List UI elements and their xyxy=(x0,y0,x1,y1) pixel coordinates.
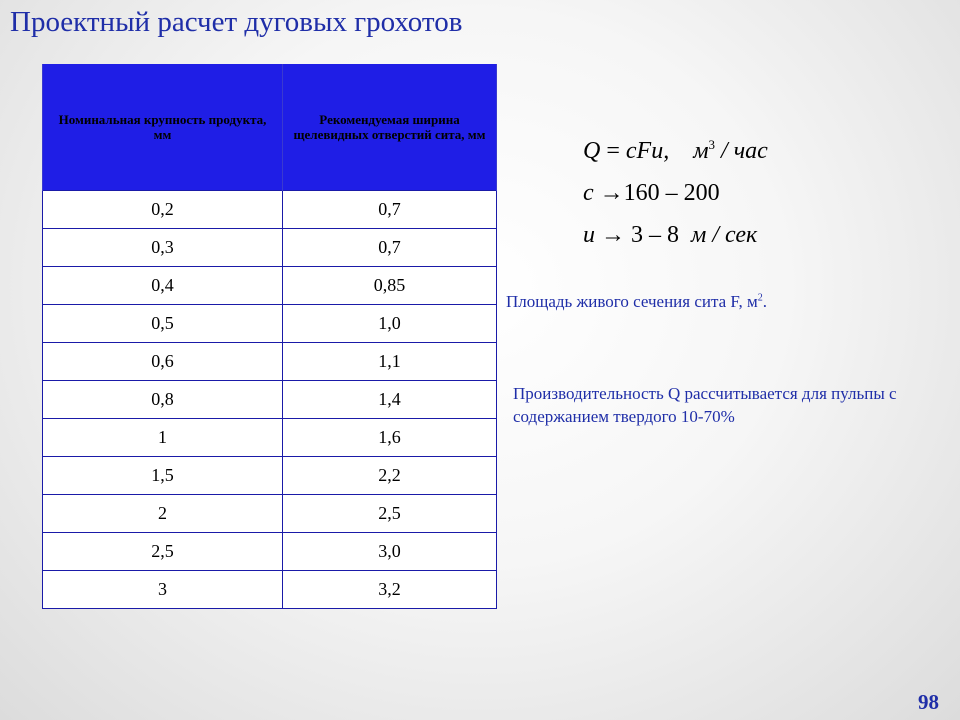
table-row xyxy=(43,191,497,229)
arrow-right-icon: → xyxy=(601,222,625,248)
cell-nominal-size: 1,5 xyxy=(43,457,283,495)
cell-slot-width: 1,6 xyxy=(283,419,497,457)
header-slot-width: Рекомендуемая ширина щелевидных отверстий сита, мм xyxy=(283,64,497,191)
cell-nominal-size: 2,5 xyxy=(43,533,283,571)
cell-slot-width: 1,4 xyxy=(283,381,497,419)
note-productivity: Производительность Q рассчитывается для пульпы с содержанием твердого 10-70% xyxy=(513,384,897,426)
formula-c-range xyxy=(583,172,768,214)
cell-nominal-size: 0,8 xyxy=(43,381,283,419)
table-row xyxy=(43,495,497,533)
formula-c-value: 160 – 200 xyxy=(623,180,720,206)
formula-u-range xyxy=(583,214,768,256)
formula-c-symbol: c xyxy=(583,180,594,206)
page-number: 98 xyxy=(918,690,939,714)
cell-slot-width: 1,1 xyxy=(283,343,497,381)
cell-slot-width: 2,5 xyxy=(283,495,497,533)
formula-u-symbol: u xyxy=(583,222,595,248)
table-row xyxy=(43,571,497,609)
formula-q-symbol: Q xyxy=(583,138,601,164)
cell-nominal-size: 0,3 xyxy=(43,229,283,267)
table-row xyxy=(43,457,497,495)
slide-title: Проектный расчет дуговых грохотов xyxy=(10,6,463,38)
note-screen-area-end: . xyxy=(762,292,768,311)
note-screen-area xyxy=(506,292,767,312)
cell-nominal-size: 2 xyxy=(43,495,283,533)
table-row xyxy=(43,343,497,381)
cell-nominal-size: 0,6 xyxy=(43,343,283,381)
formula-block xyxy=(583,130,768,256)
screen-width-table xyxy=(42,64,497,609)
cell-slot-width: 3,0 xyxy=(283,533,497,571)
table-row xyxy=(43,533,497,571)
table-row xyxy=(43,419,497,457)
table-row xyxy=(43,381,497,419)
formula-q-unit-exp: 3 xyxy=(708,137,716,152)
formula-q-unit: м xyxy=(693,138,709,164)
table-header-row xyxy=(43,64,497,191)
cell-slot-width: 0,85 xyxy=(283,267,497,305)
table-row xyxy=(43,229,497,267)
formula-productivity: Q = cFu, $м^3$ / час xyxy=(583,137,768,164)
formula-q-expression: cFu, xyxy=(625,138,670,164)
cell-slot-width: 2,2 xyxy=(283,457,497,495)
cell-slot-width: 0,7 xyxy=(283,191,497,229)
note-screen-area-exp: 2 xyxy=(757,292,763,304)
table-row xyxy=(43,305,497,343)
table-row xyxy=(43,267,497,305)
cell-nominal-size: 0,4 xyxy=(43,267,283,305)
cell-nominal-size: 3 xyxy=(43,571,283,609)
arrow-right-icon: → xyxy=(599,180,624,206)
cell-nominal-size: 1 xyxy=(43,419,283,457)
formula-q-unit-rest: / час xyxy=(715,138,768,164)
cell-slot-width: 1,0 xyxy=(283,305,497,343)
formula-u-value: 3 – 8 xyxy=(631,222,679,248)
cell-slot-width: 0,7 xyxy=(283,229,497,267)
cell-nominal-size: 0,2 xyxy=(43,191,283,229)
formula-u-unit: м / сек xyxy=(691,222,758,248)
header-nominal-size: Номинальная крупность продукта, мм xyxy=(43,64,283,191)
cell-nominal-size: 0,5 xyxy=(43,305,283,343)
note-screen-area-text: Площадь живого сечения сита F, м xyxy=(506,292,758,311)
cell-slot-width: 3,2 xyxy=(283,571,497,609)
